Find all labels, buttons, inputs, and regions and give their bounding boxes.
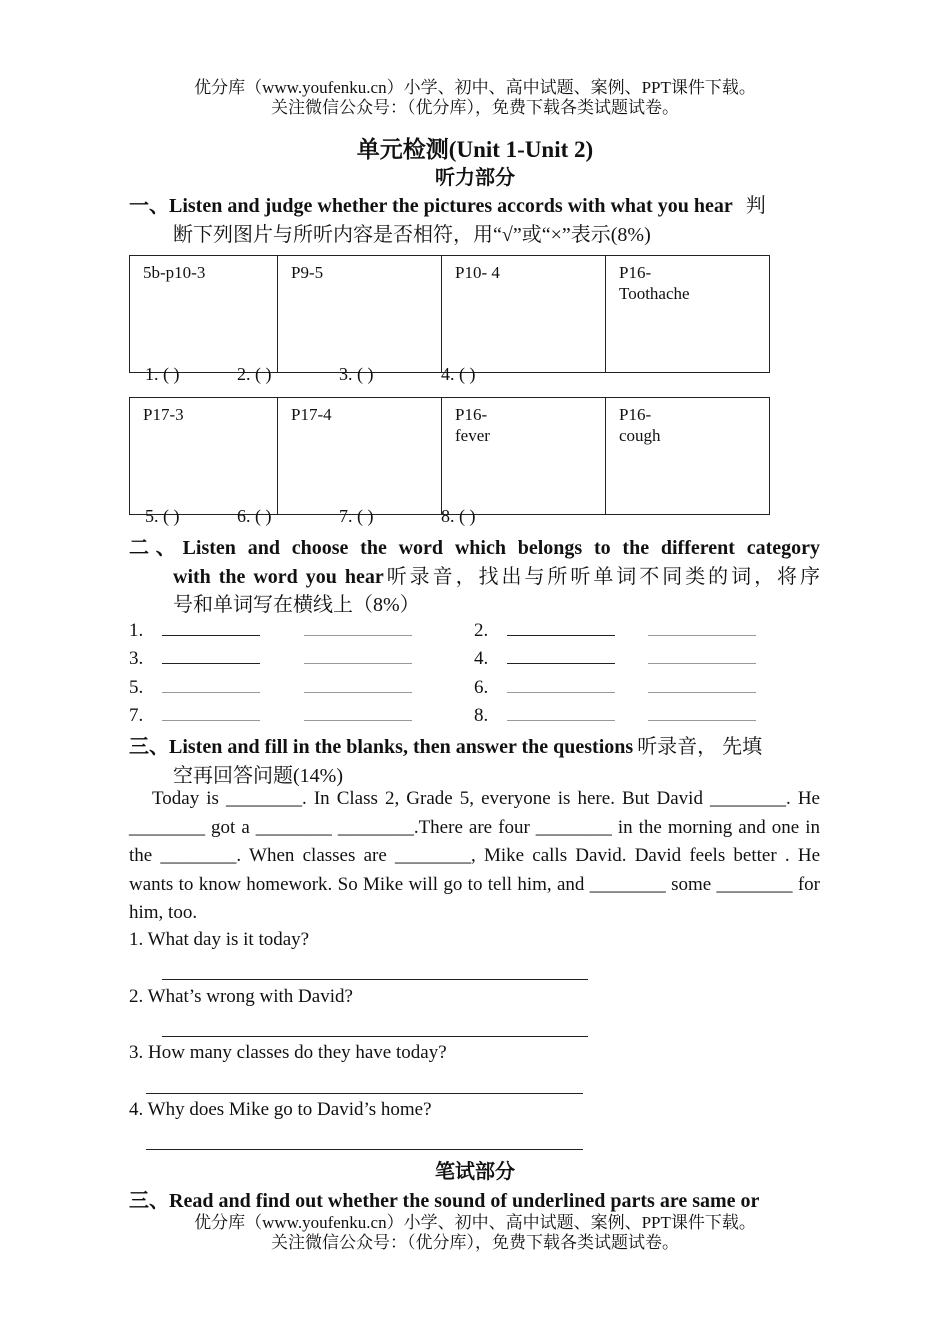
listening-passage: Today is ________. In Class 2, Grade 5, everyone is here. But David ________. He ________ got a ________ ________.There are four ________ in the morning and one in the ________. When classes are ________, Mike calls David. David feels better . He wants to know homework. So Mike will go to tell him, and ________ some ________ for him, too.: [129, 788, 820, 923]
picture-cell: P16- cough: [606, 398, 770, 515]
picture-cell: P17-4: [278, 398, 442, 515]
blank-row: 2.: [474, 617, 756, 642]
answer-blank[interactable]: [162, 702, 260, 721]
section2-heading-cont: with the word you hear听录音，找出与所听单词不同类的词，将序: [173, 566, 820, 588]
section1-heading-cont: 断下列图片与所听内容是否相符，用“√”或“×”表示(8%): [173, 224, 651, 246]
picture-cell: P17-3: [130, 398, 278, 515]
question-2: 2. What’s wrong with David?: [129, 986, 353, 1007]
footer-line-2: 关注微信公众号：（优分库），免费下载各类试题试卷。: [271, 1233, 679, 1252]
blank-row: 7.: [129, 702, 412, 727]
question-1: 1. What day is it today?: [129, 929, 310, 950]
blank-row: 8.: [474, 702, 756, 727]
picture-cell: P16- fever: [442, 398, 606, 515]
answer-blank[interactable]: [162, 674, 260, 693]
header-line-1: 优分库（www.youfenku.cn）小学、初中、高中试题、案例、PPT课件下载。: [194, 78, 756, 97]
answer-blank[interactable]: [507, 702, 615, 721]
answer-blank[interactable]: [304, 617, 412, 636]
picture-cell: P9-5: [278, 256, 442, 373]
answer-marks-2: 5. ( ) 6. ( ) 7. ( ) 8. ( ): [145, 506, 476, 526]
writing-heading: 笔试部分: [435, 1161, 515, 1183]
blank-row: 1.: [129, 617, 412, 642]
picture-cell: 5b-p10-3: [130, 256, 278, 373]
answer-blank[interactable]: [304, 674, 412, 693]
blank-row: 6.: [474, 674, 756, 699]
answer-marks-1: 1. ( ) 2. ( ) 3. ( ) 4. ( ): [145, 364, 476, 384]
answer-blank[interactable]: [304, 702, 412, 721]
answer-blank[interactable]: [162, 645, 260, 664]
question-4: 4. Why does Mike go to David’s home?: [129, 1099, 432, 1120]
answer-blank[interactable]: [507, 617, 615, 636]
section3-heading: 三、Listen and fill in the blanks, then answer the questions 听录音， 先填: [129, 736, 763, 758]
header-line-2: 关注微信公众号：（优分库），免费下载各类试题试卷。: [271, 98, 679, 117]
blank-row: 4.: [474, 645, 756, 670]
answer-blank[interactable]: [648, 645, 756, 664]
section4-heading: 三、Read and find out whether the sound of underlined parts are same or: [129, 1190, 760, 1212]
answer-blank[interactable]: [507, 645, 615, 664]
answer-line[interactable]: [146, 1092, 583, 1094]
blank-row: 3.: [129, 645, 412, 670]
answer-blank[interactable]: [507, 674, 615, 693]
section2-heading: 二、Listen and choose the word which belongs to the different category: [129, 537, 821, 559]
picture-table-1: [129, 255, 770, 373]
answer-line[interactable]: [162, 1035, 588, 1037]
picture-cell: P10- 4: [442, 256, 606, 373]
answer-blank[interactable]: [648, 702, 756, 721]
answer-blank[interactable]: [162, 617, 260, 636]
listening-heading: 听力部分: [435, 167, 515, 189]
section1-heading: 一、Listen and judge whether the pictures accords with what you hear 判: [129, 195, 766, 217]
answer-blank[interactable]: [648, 617, 756, 636]
page-title: 单元检测(Unit 1-Unit 2): [356, 137, 594, 162]
answer-line[interactable]: [146, 1148, 583, 1150]
section3-heading-cont: 空再回答问题(14%): [173, 765, 343, 787]
picture-cell: P16- Toothache: [606, 256, 770, 373]
picture-table-2: [129, 397, 770, 515]
blank-row: 5.: [129, 674, 412, 699]
answer-blank[interactable]: [648, 674, 756, 693]
footer-line-1: 优分库（www.youfenku.cn）小学、初中、高中试题、案例、PPT课件下载。: [194, 1213, 756, 1232]
section2-heading-cont2: 号和单词写在横线上（8%）: [173, 594, 420, 616]
answer-blank[interactable]: [304, 645, 412, 664]
answer-line[interactable]: [162, 978, 588, 980]
question-3: 3. How many classes do they have today?: [129, 1042, 447, 1063]
